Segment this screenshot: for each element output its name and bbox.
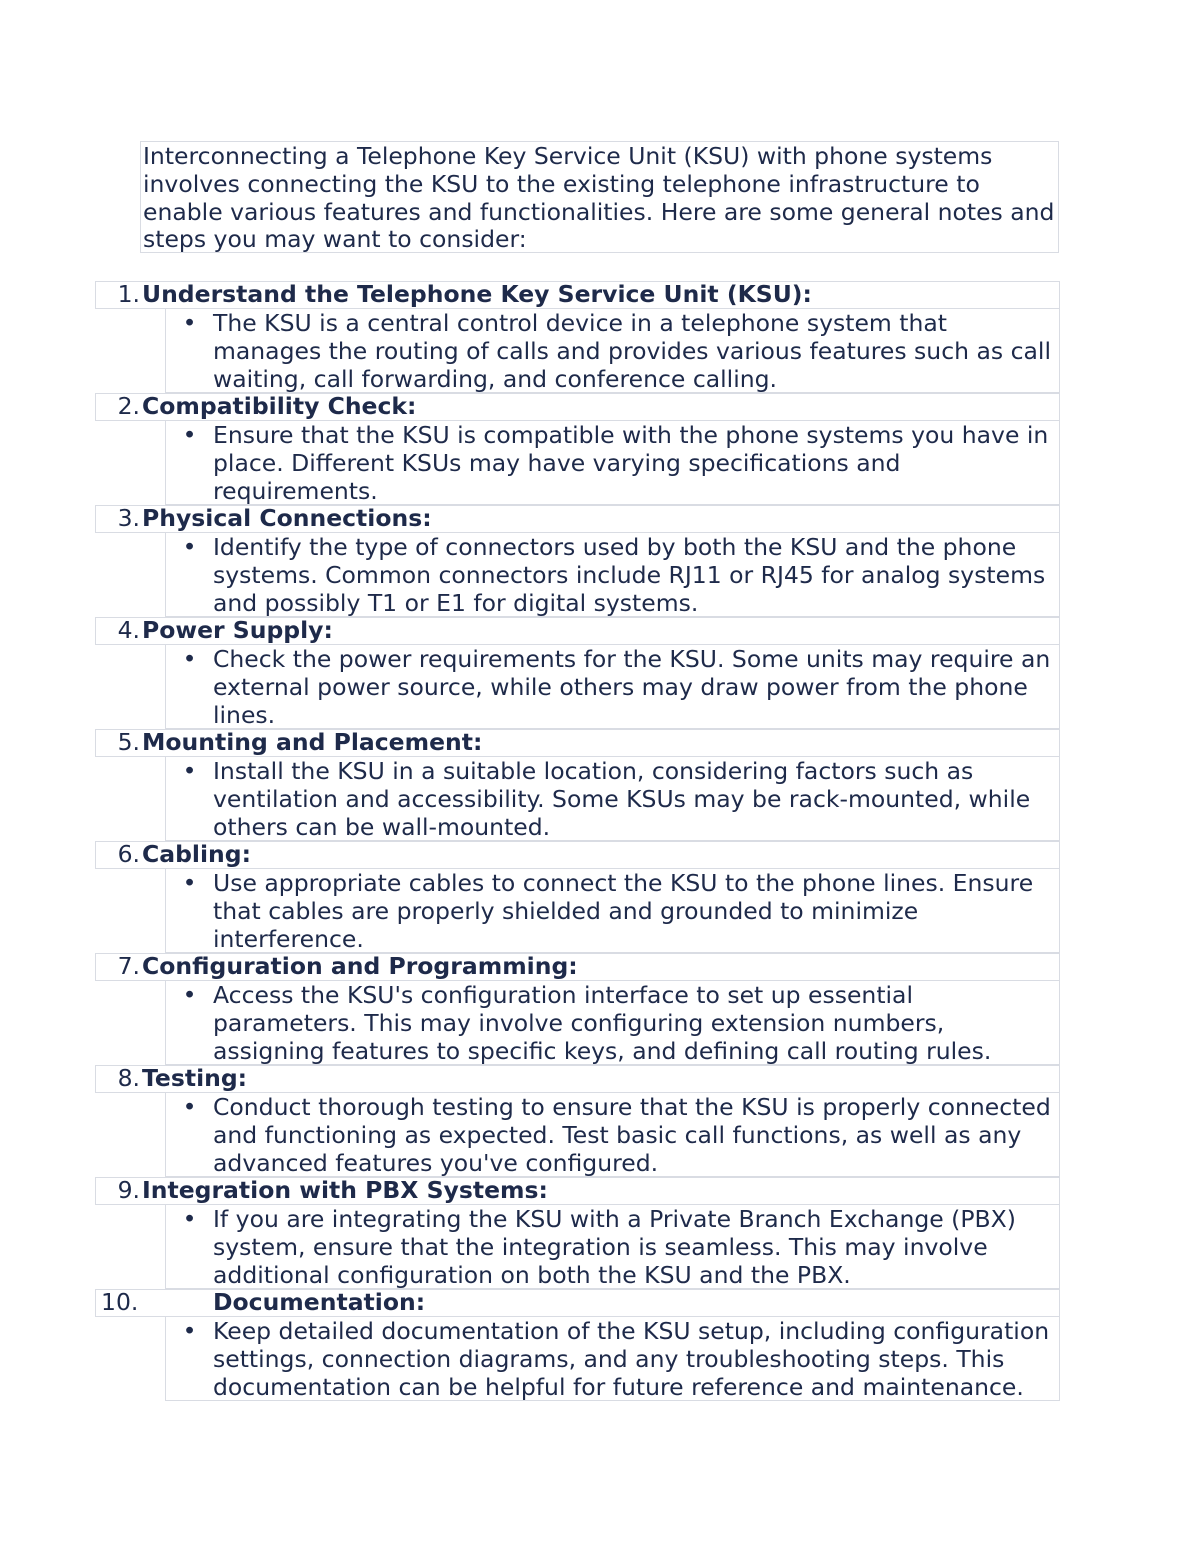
step-number: 9. [117, 1176, 140, 1205]
intro-paragraph-box [140, 141, 1059, 253]
bullet-icon: • [182, 757, 197, 785]
steps-list [95, 281, 1060, 1401]
step-body [165, 1205, 1060, 1289]
step-text: Keep detailed documentation of the KSU setup, including configuration settings, connection diagrams, and any troubleshooting steps. This documentation can be helpful for future reference and maintenance. [213, 1317, 1050, 1401]
step-title: Power Supply: [142, 616, 333, 645]
step-heading [95, 1177, 1060, 1205]
bullet-icon: • [182, 533, 197, 561]
step-text: If you are integrating the KSU with a Private Branch Exchange (PBX) system, ensure that the integration is seamless. This may involve additional configuration on both the KSU and the PBX. [213, 1205, 1016, 1289]
step-text: Identify the type of connectors used by both the KSU and the phone systems. Common connectors include RJ11 or RJ45 for analog systems and possibly T1 or E1 for digital systems. [213, 533, 1046, 617]
step-item [95, 1177, 1060, 1289]
step-body [165, 869, 1060, 953]
step-title: Mounting and Placement: [142, 728, 483, 757]
bullet-icon: • [182, 645, 197, 673]
step-text: The KSU is a central control device in a telephone system that manages the routing of calls and provides various features such as call waiting, call forwarding, and conference calling. [213, 309, 1051, 393]
step-body [165, 421, 1060, 505]
step-body [165, 645, 1060, 729]
step-item [95, 953, 1060, 1065]
step-number: 7. [117, 952, 140, 981]
step-title: Physical Connections: [142, 504, 432, 533]
step-text: Access the KSU's configuration interface to set up essential parameters. This may involve configuring extension numbers, assigning features to specific keys, and defining call routing rules. [213, 981, 992, 1065]
bullet-icon: • [182, 1093, 197, 1121]
step-title: Testing: [142, 1064, 248, 1093]
step-text: Check the power requirements for the KSU. Some units may require an external power source, while others may draw power from the phone lines. [213, 645, 1051, 729]
step-body [165, 757, 1060, 841]
step-title: Cabling: [142, 840, 251, 869]
step-item [95, 281, 1060, 393]
step-number: 6. [117, 840, 140, 869]
bullet-icon: • [182, 309, 197, 337]
bullet-icon: • [182, 421, 197, 449]
step-number: 10. [101, 1288, 139, 1317]
step-heading [95, 281, 1060, 309]
step-heading [95, 1289, 1060, 1317]
step-heading [95, 1065, 1060, 1093]
step-body [165, 533, 1060, 617]
step-title: Integration with PBX Systems: [142, 1176, 548, 1205]
step-item [95, 1065, 1060, 1177]
bullet-icon: • [182, 1317, 197, 1345]
step-number: 1. [117, 280, 140, 309]
bullet-icon: • [182, 869, 197, 897]
step-heading [95, 617, 1060, 645]
step-title: Documentation: [213, 1288, 426, 1317]
step-number: 3. [117, 504, 140, 533]
step-title: Understand the Telephone Key Service Unit (KSU): [142, 280, 812, 309]
step-heading [95, 505, 1060, 533]
step-title: Configuration and Programming: [142, 952, 578, 981]
step-title: Compatibility Check: [142, 392, 417, 421]
intro-paragraph: Interconnecting a Telephone Key Service Unit (KSU) with phone systems involves connecting the KSU to the existing telephone infrastructure to enable various features and functionalities. Here are some general notes and steps you may want to consider: [143, 142, 1055, 254]
step-text: Conduct thorough testing to ensure that the KSU is properly connected and functioning as expected. Test basic call functions, as well as any advanced features you've configured. [213, 1093, 1051, 1177]
step-item [95, 617, 1060, 729]
step-body [165, 981, 1060, 1065]
step-text: Ensure that the KSU is compatible with the phone systems you have in place. Different KSUs may have varying specifications and requirements. [213, 421, 1049, 505]
bullet-icon: • [182, 981, 197, 1009]
step-text: Install the KSU in a suitable location, considering factors such as ventilation and accessibility. Some KSUs may be rack-mounted, while others can be wall-mounted. [213, 757, 1031, 841]
step-item [95, 841, 1060, 953]
step-item [95, 1289, 1060, 1401]
step-body [165, 309, 1060, 393]
step-item [95, 393, 1060, 505]
step-heading [95, 841, 1060, 869]
step-heading [95, 729, 1060, 757]
step-number: 2. [117, 392, 140, 421]
bullet-icon: • [182, 1205, 197, 1233]
step-text: Use appropriate cables to connect the KSU to the phone lines. Ensure that cables are properly shielded and grounded to minimize interference. [213, 869, 1034, 953]
step-heading [95, 393, 1060, 421]
step-item [95, 729, 1060, 841]
step-number: 4. [117, 616, 140, 645]
step-body [165, 1317, 1060, 1401]
step-number: 8. [117, 1064, 140, 1093]
step-heading [95, 953, 1060, 981]
step-number: 5. [117, 728, 140, 757]
step-body [165, 1093, 1060, 1177]
step-item [95, 505, 1060, 617]
